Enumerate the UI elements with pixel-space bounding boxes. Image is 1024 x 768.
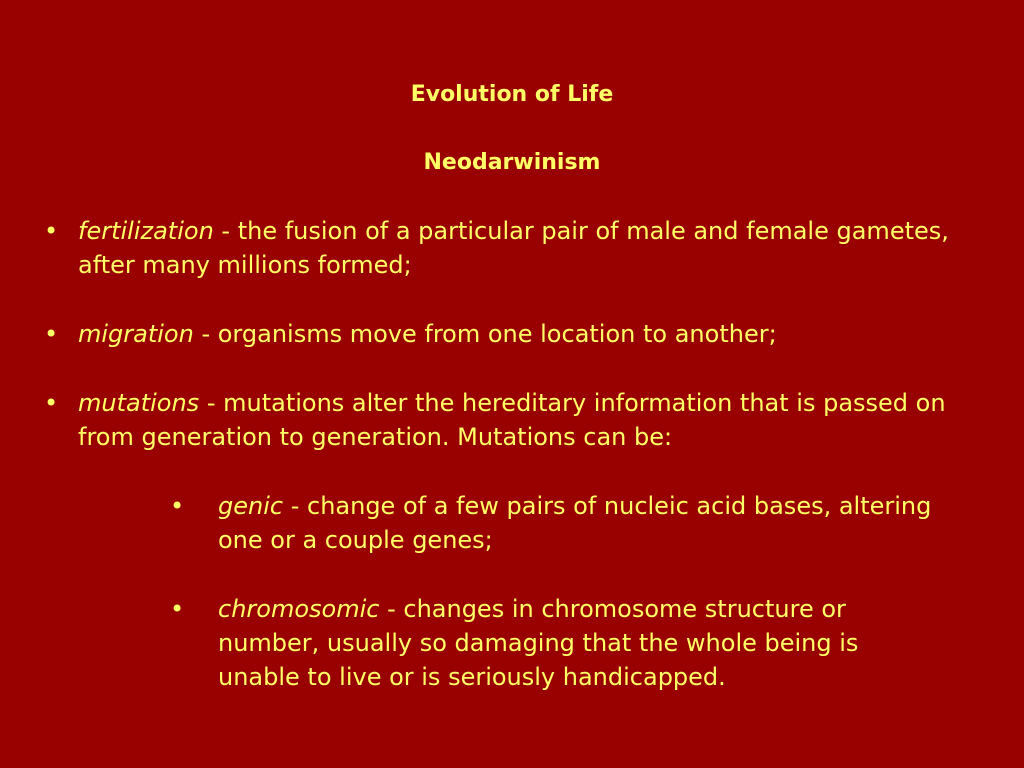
slide-subtitle: Neodarwinism <box>423 150 601 175</box>
bullet-term: mutations <box>78 389 200 417</box>
bullet-migration <box>44 317 958 351</box>
sub-bullet-chromosomic <box>170 592 938 694</box>
sub-bullet-marker: • <box>170 492 185 520</box>
sub-bullet-description: - change of a few pairs of nucleic acid bases, altering one or a couple genes; <box>218 492 932 554</box>
slide-title: Evolution of Life <box>410 82 614 107</box>
sub-bullet-term: chromosomic <box>218 595 380 623</box>
sub-bullet-genic <box>170 489 938 557</box>
bullet-mutations <box>44 386 958 454</box>
sub-bullet-term: genic <box>218 492 284 520</box>
bullet-term: migration <box>78 320 194 348</box>
bullet-marker: • <box>44 389 59 417</box>
bullet-description: - the fusion of a particular pair of male and female gametes, after many millions formed; <box>78 217 949 279</box>
sub-bullet-marker: • <box>170 595 185 623</box>
sub-bullet-description: - changes in chromosome structure or number, usually so damaging that the whole being is unable to live or is seriously handicapped. <box>218 595 859 691</box>
bullet-description: - organisms move from one location to another; <box>193 320 777 348</box>
bullet-marker: • <box>44 320 59 348</box>
bullet-term: fertilization <box>78 217 214 245</box>
bullet-marker: • <box>44 217 59 245</box>
bullet-description: - mutations alter the hereditary information that is passed on from generation to generation. Mutations can be: <box>78 389 946 451</box>
bullet-fertilization <box>44 214 958 282</box>
